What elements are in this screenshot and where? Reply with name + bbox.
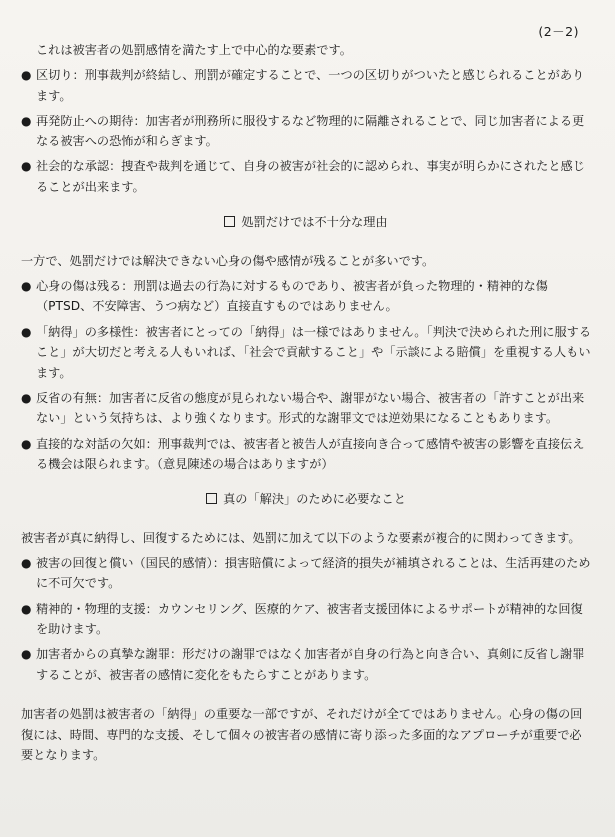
document-body (21, 40, 591, 770)
bullet-icon: ● (21, 159, 32, 174)
section3-list (21, 553, 591, 686)
list-item: ● 直接的な対話の欠如：刑事裁判では、被害者と被告人が直接向き合って感情や被害の影響を直接伝える機会は限られます。（意見陳述の場合はありますが） (21, 434, 591, 475)
list-item: ● 再発防止への期待：加害者が刑務所に服役するなど物理的に隔離されることで、同じ加害者による更なる被害への恐怖が和らぎます。 (21, 111, 591, 152)
bullet-icon: ● (21, 555, 32, 570)
bullet-icon: ● (21, 647, 32, 662)
list-item: ● 心身の傷は残る：刑罰は過去の行為に対するものであり、被害者が負った物理的・精神的な傷（PTSD、不安障害、うつ病など）直接直すものではありません。 (21, 276, 591, 317)
section2-intro: 一方で、処罰だけでは解決できない心身の傷や感情が残ることが多いです。 (21, 254, 435, 269)
bullet-icon: ● (21, 324, 32, 339)
section3-intro: 被害者が真に納得し、回復するためには、処罰に加えて以下のような要素が複合的に関わってきます。 (21, 531, 581, 546)
section2-heading: 処罰だけでは不十分な理由 (21, 212, 591, 233)
list-item: ● 加害者からの真摯な謝罪：形だけの謝罪ではなく加害者が自身の行為と向き合い、真剣に反省し謝罪することが、被害者の感情に変化をもたらすことがあります。 (21, 644, 591, 685)
bullet-icon: ● (21, 436, 32, 451)
list-item: ● 区切り：刑事裁判が終結し、刑罰が確定することで、一つの区切りがついたと感じられることがあります。 (21, 65, 591, 106)
bullet-icon: ● (21, 113, 32, 128)
conclusion-paragraph: 加害者の処罰は被害者の「納得」の重要な一部ですが、それだけが全てではありません。心身の傷の回復には、時間、専門的な支援、そして個々の被害者の感情に寄り添った多面的なアプローチが重要で必要となります。 (21, 706, 583, 763)
section3-heading: 真の「解決」のために必要なこと (21, 489, 591, 510)
bullet-icon: ● (21, 601, 32, 616)
checkbox-square-icon (206, 493, 217, 504)
list-item: ● 「納得」の多様性：被害者にとっての「納得」は一様ではありません。「判決で決められた刑に服すること」が大切だと考える人もいれば、「社会で貢献すること」や「示談による賠償」を重視する人もいます。 (21, 322, 591, 384)
page-number: (2－2) (538, 24, 579, 39)
bullet-icon: ● (21, 390, 32, 405)
list-item: ● 精神的・物理的支援：カウンセリング、医療的ケア、被害者支援団体によるサポートが精神的な回復を助けます。 (21, 599, 591, 640)
checkbox-square-icon (224, 216, 235, 227)
intro-line: これは被害者の処罰感情を満たす上で中心的な要素です。 (36, 43, 352, 57)
list-item: ● 被害の回復と償い（国民的感情）：損害賠償によって経済的損失が補填されることは、生活再建のために不可欠です。 (21, 553, 591, 594)
list-item: ● 社会的な承認：捜査や裁判を通じて、自身の被害が社会的に認められ、事実が明らかにされたと感じることが出来ます。 (21, 156, 591, 197)
bullet-icon: ● (21, 278, 32, 293)
list-item: ● 反省の有無：加害者に反省の態度が見られない場合や、謝罪がない場合、被害者の「許すことが出来ない」という気持ちは、より強くなります。形式的な謝罪文では逆効果になることもあります。 (21, 388, 591, 429)
section1-list (21, 65, 591, 198)
section2-list (21, 276, 591, 475)
bullet-icon: ● (21, 68, 32, 83)
